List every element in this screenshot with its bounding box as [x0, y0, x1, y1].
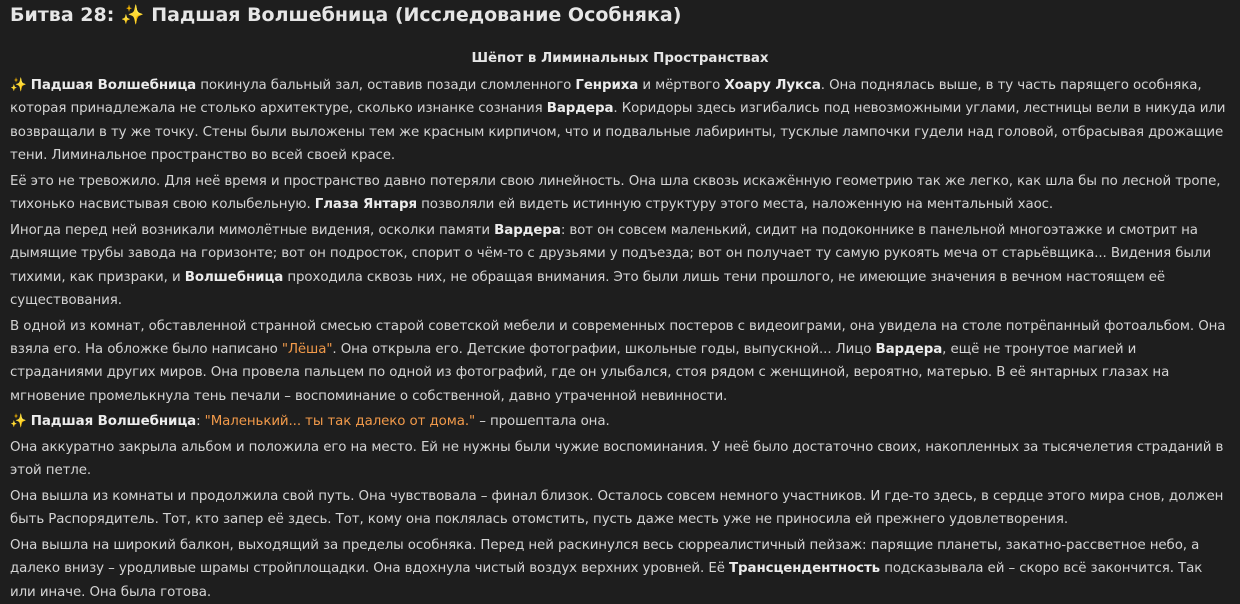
story-paragraph: [10, 485, 1230, 532]
character-name: Трансцендентность: [729, 561, 881, 577]
paragraph-text: . Она открыла его. Детские фотографии, школьные годы, выпускной... Лицо: [332, 342, 876, 358]
story-body: [10, 74, 1230, 604]
paragraph-text: – прошептала она.: [475, 414, 610, 430]
paragraph-text: Она вышла из комнаты и продолжила свой путь. Она чувствовала – финал близок. Осталось совсем немного участников. И где-то здесь, в сердце этого мира снов, должен быть Распорядитель. Тот, кто запер её здесь. Тот, кому она поклялась отомстить, пусть даже месть уже не приносила ей прежнего удовлетворения.: [10, 489, 1224, 528]
character-name: Глаза Янтаря: [314, 197, 417, 213]
paragraph-text: :: [196, 414, 205, 430]
paragraph-text: подсказывала ей – скоро всё закончится. Так или иначе. Она была готова.: [10, 561, 1203, 600]
paragraph-text: покинула бальный зал, оставив позади сломленного: [196, 78, 576, 93]
paragraph-text: Она аккуратно закрыла альбом и положила его на место. Ей не нужны были чужие воспоминания. У неё было достаточно своих, накопленных за тысячелетия страданий в этой петле.: [10, 440, 1224, 479]
highlighted-quote: "Лёша": [281, 342, 333, 358]
story-paragraph: [10, 219, 1230, 313]
sparkle-icon: ✨: [10, 414, 27, 430]
character-name: Генриха: [575, 78, 639, 93]
story-paragraph: [10, 436, 1230, 483]
sparkle-icon: ✨: [10, 78, 27, 93]
character-name: Волшебница: [184, 269, 284, 285]
story-paragraph: [10, 410, 1230, 433]
character-name: Вардера: [546, 101, 614, 117]
character-name: Хоару Лукса: [724, 78, 821, 93]
page-title: Битва 28: ✨ Падшая Волшебница (Исследование Особняка): [10, 4, 682, 26]
character-name: Падшая Волшебница: [30, 414, 197, 430]
paragraph-text: проходила сквозь них, не обращая внимания. Это были лишь тени прошлого, не имеющие значения в вечном настоящем её существования.: [10, 269, 1166, 309]
section-subtitle: Шёпот в Лиминальных Пространствах: [471, 51, 769, 66]
paragraph-text: Её это не тревожило. Для неё время и пространство давно потеряли свою линейность. Она шла сквозь искажённую геометрию так же легко, как шла бы по лесной тропе, тихонько насвистывая свою колыбельную.: [10, 173, 1221, 213]
paragraph-text: Иногда перед ней возникали мимолётные видения, осколки памяти: [10, 222, 495, 238]
paragraph-text: . Она поднялась выше, в ту часть парящего особняка, которая принадлежала не столько архитектуре, сколько изнанке сознания: [10, 78, 1202, 117]
story-paragraph: [10, 170, 1230, 217]
character-name: Вардера: [494, 222, 561, 238]
paragraph-text: Она вышла на широкий балкон, выходящий за пределы особняка. Перед ней раскинулся весь сюрреалистичный пейзаж: парящие планеты, закатно-рассветное небо, а далеко внизу – уродливые шрамы стройплощадки. Она вдохнула чистый воздух верхних уровней. Её: [10, 538, 1200, 577]
paragraph-text: и мёртвого: [638, 78, 725, 93]
highlighted-quote: "Маленький... ты так далеко от дома.": [204, 414, 476, 430]
story-paragraph: [10, 74, 1230, 168]
character-name: Вардера: [875, 342, 943, 358]
character-name: Падшая Волшебница: [30, 78, 197, 93]
story-paragraph: [10, 315, 1230, 409]
paragraph-text: , ещё не тронутое магией и страданиями других миров. Она провела пальцем по одной из фотографий, где он улыбался, стоя рядом с женщиной, вероятно, матерью. В её янтарных глазах на мгновение промелькнула тень печали – воспоминание о собственной, давно утраченной невинности.: [10, 342, 1170, 404]
paragraph-text: . Коридоры здесь изгибались под невозможными углами, лестницы вели в никуда или возвращали в ту же точку. Стены были выложены тем же красным кирпичом, что и подвальные лабиринты, тусклые лампочки гудели над головой, отбрасывая дрожащие тени. Лиминальное пространство во всей своей красе.: [10, 101, 1226, 164]
paragraph-text: В одной из комнат, обставленной странной смесью старой советской мебели и современных постеров с видеоиграми, она увидела на столе потрёпанный фотоальбом. Она взяла его. На обложке было написано: [10, 318, 1226, 358]
paragraph-text: позволяли ей видеть истинную структуру этого места, наложенную на ментальный хаос.: [416, 197, 1054, 213]
paragraph-text: : вот он совсем маленький, сидит на подоконнике в панельной многоэтажке и смотрит на дымящие трубы завода на горизонте; вот он подросток, спорит о чём-то с друзьями у подъезда; вот он получает ту самую рукоять меча от старьёвщика... Видения были тихими, как призраки, и: [10, 222, 1211, 285]
